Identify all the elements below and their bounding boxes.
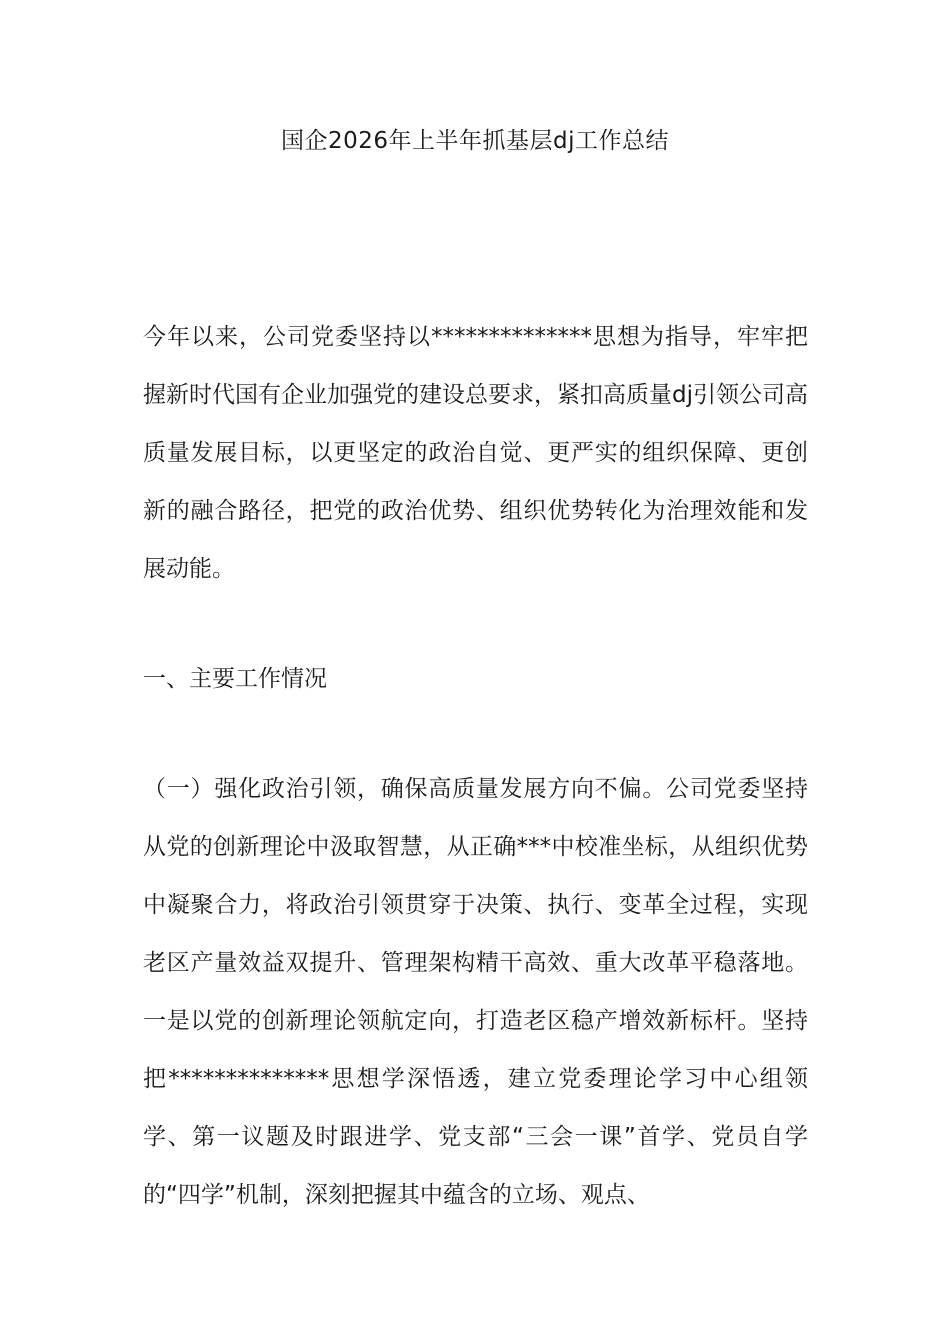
document-title: 国企2026年上半年抓基层dj工作总结 (280, 128, 670, 154)
intro-paragraph: 今年以来，公司党委坚持以**************思想为指导，牢牢把握新时代国有企业加强党的建设总要求，紧扣高质量dj引领公司高质量发展目标，以更坚定的政治自觉、更严实的组织保障、更创新的融合路径，把党的政治优势、组织优势转化为治理效能和发展动能。 (143, 324, 808, 582)
section-heading-main-work: 一、主要工作情况 (143, 666, 327, 692)
body-paragraph-political-guidance: （一）强化政治引领，确保高质量发展方向不偏。公司党委坚持从党的创新理论中汲取智慧，从正确***中校准坐标，从组织优势中凝聚合力，将政治引领贯穿于决策、执行、变革全过程，实现老区产量效益双提升、管理架构精干高效、重大改革平稳落地。一是以党的创新理论领航定向，打造老区稳产增效新标杆。坚持把**************思想学深悟透，建立党委理论学习中心组领学、第一议题及时跟进学、党支部“三会一课”首学、党员自学的“四学”机制，深刻把握其中蕴含的立场、观点、 (143, 776, 808, 1208)
